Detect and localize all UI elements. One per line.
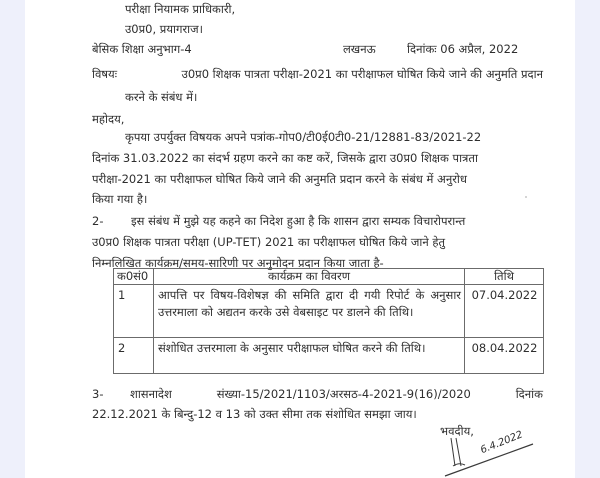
para2-line-1: इस संबंध में मुझे यह कहने का निदेश हुआ है कि शासन द्वारा सम्यक विचारोपरान्त <box>131 214 466 228</box>
para3-word-1: शासनादेश <box>130 387 172 401</box>
para3-line-1 <box>130 386 543 402</box>
header-sno: क0सं0 <box>114 269 154 285</box>
para2-line-2: उ0प्र0 शिक्षक पात्रता परीक्षा (UP-TET) 2021 का परीक्षाफल घोषित किये जाने हेतु <box>92 235 446 249</box>
para2-line-3: निम्नलिखित कार्यक्रम/समय-सारिणी पर अनुमोदन प्रदान किया जाता है- <box>92 256 384 270</box>
valediction: भवदीय, <box>440 424 474 438</box>
table-header-row <box>114 269 544 285</box>
letter-page <box>25 0 575 478</box>
row-date: 07.04.2022 <box>465 285 544 338</box>
subject-line-2: करने के संबंध में। <box>125 90 198 104</box>
para3-word-2: संख्या-15/2021/1103/अरसठ-4-2021-9(16)/2020 <box>216 387 471 401</box>
addressee-line-2: उ0प्र0, प्रयागराज। <box>125 22 204 36</box>
table-row <box>114 338 544 374</box>
addressee-line-1: परीक्षा नियामक प्राधिकारी, <box>125 2 236 16</box>
subject-line-1 <box>92 66 543 82</box>
row-date: 08.04.2022 <box>465 338 544 374</box>
row-sno: 1 <box>114 285 154 338</box>
para1-line-4: किया गया है। <box>92 192 148 206</box>
row-description: आपत्ति पर विषय-विशेषज्ञ की समिति द्वारा दी गयी रिपोर्ट के अनुसार उत्तरमाला को अद्यतन करके उसे वेबसाइट पर डालने की तिथि। <box>153 285 464 338</box>
signature-date: 6.4.2022 <box>479 429 525 457</box>
date-value: 06 अप्रैल, 2022 <box>440 42 519 56</box>
place-label: लखनऊ <box>343 42 376 56</box>
table-row <box>114 285 544 338</box>
row-description: संशोधित उत्तरमाला के अनुसार परीक्षाफल घोषित करने की तिथि। <box>153 338 464 374</box>
salutation: महोदय, <box>92 112 125 126</box>
para3-line-2: 22.12.2021 के बिन्दु-12 व 13 को उक्त सीमा तक संशोधित समझा जाय। <box>92 407 417 421</box>
department-label: बेसिक शिक्षा अनुभाग-4 <box>92 42 192 56</box>
row-sno: 2 <box>114 338 154 374</box>
header-date: तिथि <box>465 269 544 285</box>
para3-number: 3- <box>92 387 104 401</box>
header-description: कार्यक्रम का विवरण <box>153 269 464 285</box>
scan-speck <box>525 196 527 198</box>
subject-label: विषयः <box>92 67 118 81</box>
para3-word-3: दिनांक <box>515 387 543 401</box>
schedule-table <box>113 268 544 374</box>
letter-date <box>407 41 518 57</box>
para2-number: 2- <box>92 214 104 228</box>
subject-text-1: उ0प्र0 शिक्षक पात्रता परीक्षा-2021 का परीक्षाफल घोषित किये जाने की अनुमति प्रदान <box>181 67 543 81</box>
date-label: दिनांकः <box>407 42 437 56</box>
para1-line-3: परीक्षा-2021 का परीक्षाफल घोषित किये जाने की अनुमति प्रदान करने के संबंध में अनुरोध <box>92 172 467 186</box>
para1-line-2: दिनांक 31.03.2022 का संदर्भ ग्रहण करने का कष्ट करें, जिसके द्वारा उ0प्र0 शिक्षक पात्रता <box>92 151 478 165</box>
para1-line-1: कृपया उपर्युक्त विषयक अपने पत्रांक-गोप0/टी0ई0टी0-21/12881-83/2021-22 <box>125 130 482 144</box>
